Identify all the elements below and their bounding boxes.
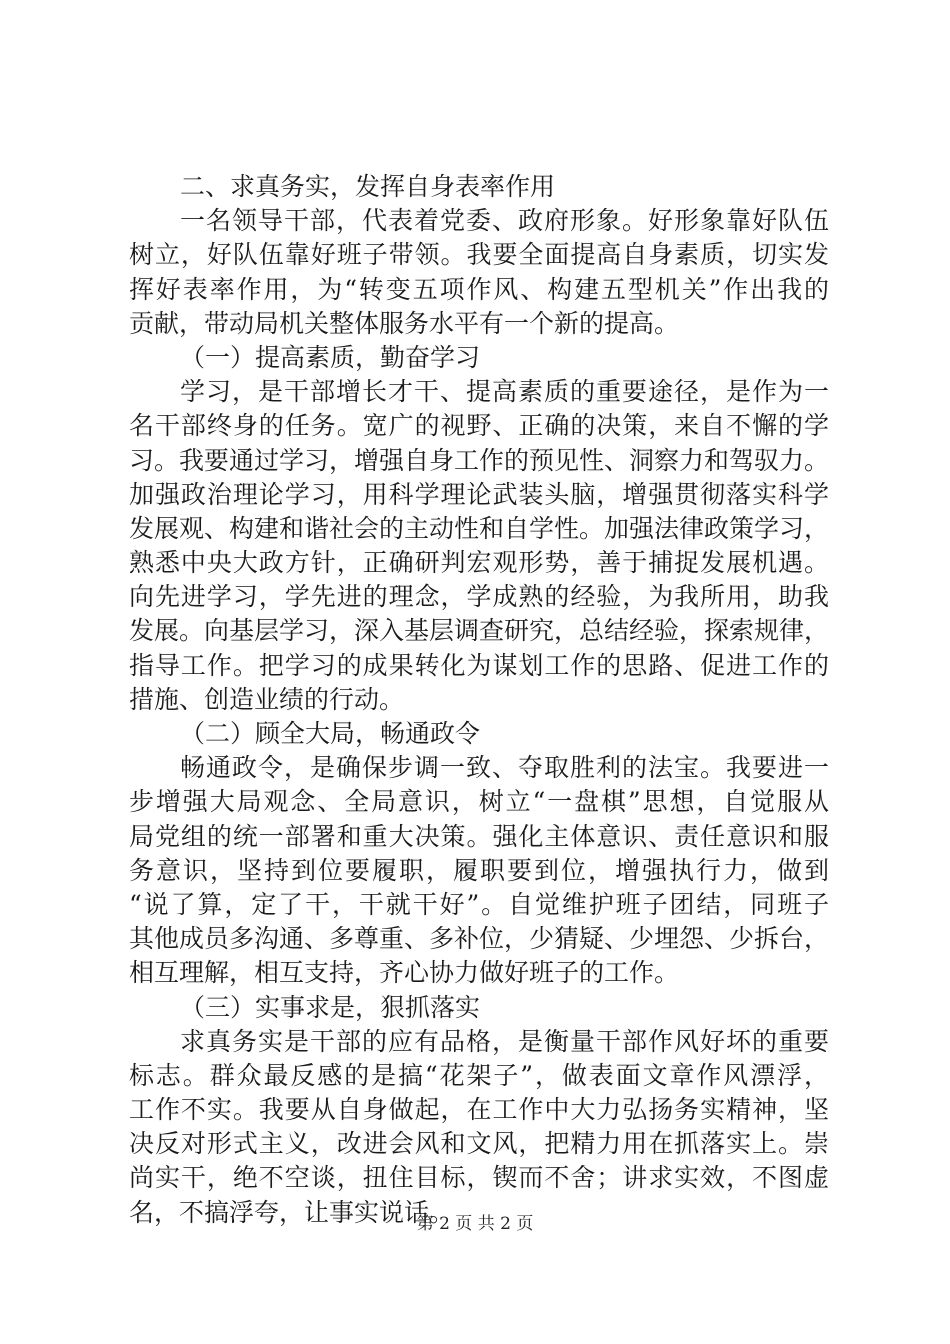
paragraph-line: 措施、创造业绩的行动。 <box>129 684 405 714</box>
paragraph-line: 向先进学习，学先进的理念，学成熟的经验，为我所用，助我 <box>129 582 829 612</box>
document-body <box>129 170 829 1230</box>
paragraph-line: 名，不搞浮夸，让事实说话。 <box>129 1197 455 1227</box>
paragraph-line: 决反对形式主义，改进会风和文风，把精力用在抓落实上。崇 <box>129 1129 829 1159</box>
paragraph-line: 标志。群众最反感的是搞“花架子”，做表面文章作风漂浮， <box>129 1060 829 1090</box>
paragraph-line: 指导工作。把学习的成果转化为谋划工作的思路、促进工作的 <box>129 650 829 680</box>
subsection-heading: （一）提高素质，勤奋学习 <box>180 342 481 372</box>
paragraph-line: 树立，好队伍靠好班子带领。我要全面提高自身素质，切实发 <box>129 240 829 270</box>
paragraph-line: 其他成员多沟通、多尊重、多补位，少猜疑、少埋怨、少拆台， <box>129 924 830 954</box>
subsection-heading: （二）顾全大局，畅通政令 <box>180 719 481 748</box>
paragraph-line: 尚实干，绝不空谈，扭住目标，锲而不舍；讲求实效，不图虚 <box>129 1163 829 1193</box>
section-heading: 二、求真务实，发挥自身表率作用 <box>180 172 556 201</box>
paragraph-line: 畅通政令，是确保步调一致、夺取胜利的法宝。我要进一 <box>180 753 829 783</box>
paragraph-line: 熟悉中央大政方针，正确研判宏观形势，善于捕捉发展机遇。 <box>129 548 829 578</box>
paragraph-line: “说了算，定了干，干就干好”。自觉维护班子团结，同班子 <box>129 889 829 919</box>
paragraph-line: 局党组的统一部署和重大决策。强化主体意识、责任意识和服 <box>129 821 829 851</box>
paragraph-line: 求真务实是干部的应有品格，是衡量干部作风好坏的重要 <box>180 1026 829 1056</box>
paragraph-line: 挥好表率作用，为“转变五项作风、构建五型机关”作出我的 <box>129 274 829 304</box>
page-footer: 第 2 页 共 2 页 <box>416 1214 534 1234</box>
paragraph-line: 发展。向基层学习，深入基层调查研究，总结经验，探索规律， <box>129 616 830 646</box>
paragraph-line: 务意识，坚持到位要履职，履职要到位，增强执行力，做到 <box>129 855 829 885</box>
subsection-heading: （三）实事求是，狠抓落实 <box>180 992 481 1022</box>
paragraph-line: 发展观、构建和谐社会的主动性和自学性。加强法律政策学习， <box>129 513 830 543</box>
paragraph-line: 习。我要通过学习，增强自身工作的预见性、洞察力和驾驭力。 <box>129 445 830 475</box>
paragraph-line: 步增强大局观念、全局意识，树立“一盘棋”思想，自觉服从 <box>129 787 829 817</box>
paragraph-line: 加强政治理论学习，用科学理论武装头脑，增强贯彻落实科学 <box>129 479 829 509</box>
paragraph-line: 工作不实。我要从自身做起，在工作中大力弘扬务实精神，坚 <box>129 1095 829 1125</box>
paragraph-line: 一名领导干部，代表着党委、政府形象。好形象靠好队伍 <box>180 206 829 236</box>
paragraph-line: 名干部终身的任务。宽广的视野、正确的决策，来自不懈的学 <box>129 411 829 441</box>
paragraph-line: 学习，是干部增长才干、提高素质的重要途径，是作为一 <box>180 377 829 407</box>
paragraph-line: 相互理解，相互支持，齐心协力做好班子的工作。 <box>129 958 680 988</box>
paragraph-line: 贡献，带动局机关整体服务水平有一个新的提高。 <box>129 308 680 338</box>
